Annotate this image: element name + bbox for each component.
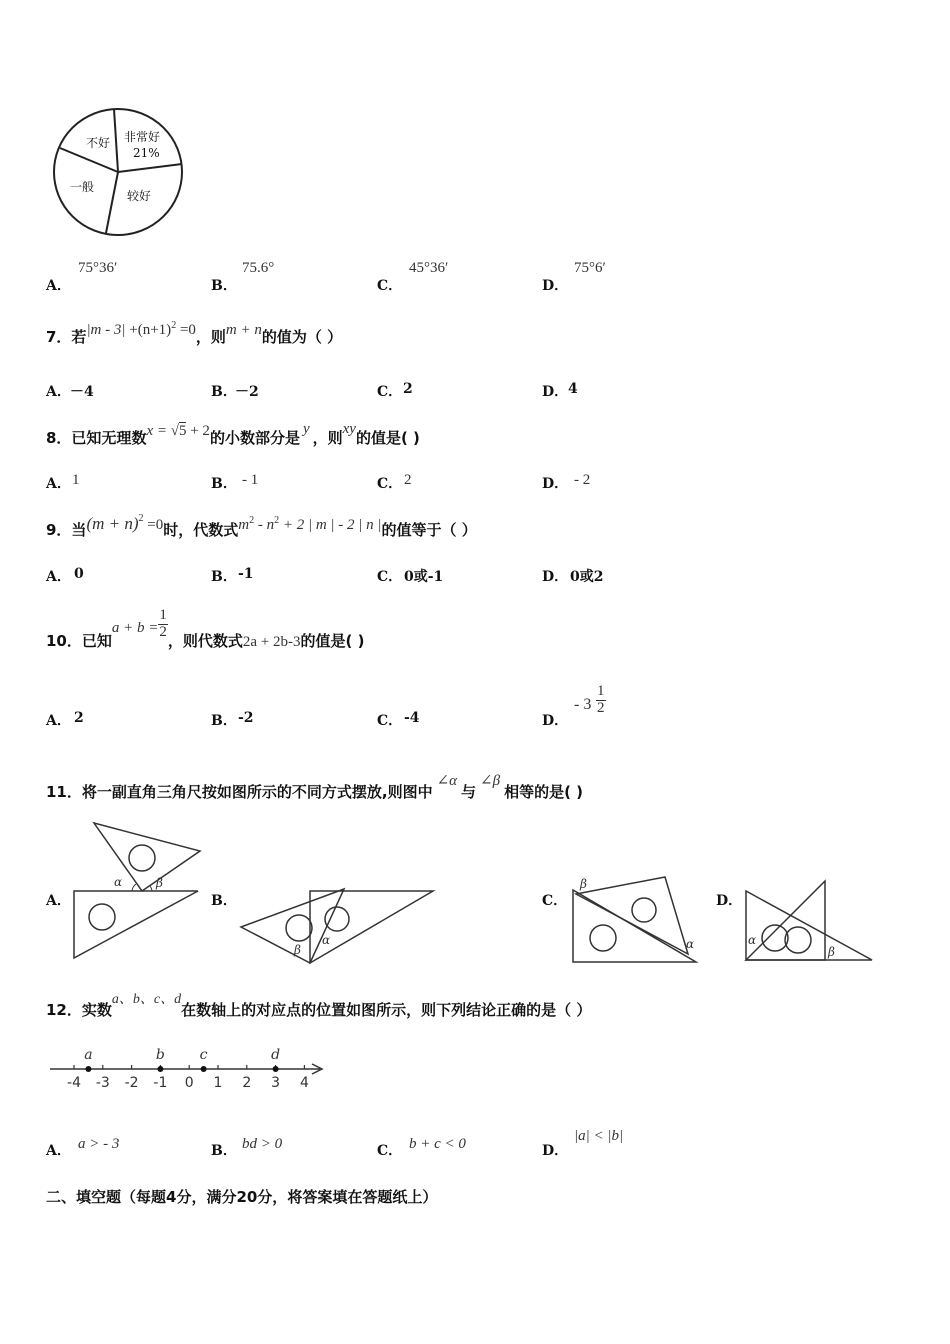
section-2-title: 二、填空题（每题4分，满分20分，将答案填在答题纸上）	[46, 1188, 438, 1206]
q6-option-a-value: 75°36′	[78, 260, 118, 276]
q7-option-c-value: 2	[403, 381, 413, 397]
number-line-tick-label: 0	[184, 1075, 194, 1091]
q12-option-a-value: a > - 3	[78, 1136, 120, 1152]
q12-option-b-letter: B．	[211, 1143, 237, 1159]
q12-option-d-letter: D．	[542, 1143, 569, 1159]
number-line-tick-label: 3	[271, 1075, 281, 1091]
pie-label-average: 一般	[70, 180, 95, 194]
number-line-point-a	[85, 1066, 91, 1072]
q10-mid: ，则代数式	[167, 631, 243, 650]
pie-label-good: 较好	[127, 189, 152, 203]
q7-prefix: 7．若	[46, 328, 87, 346]
q8-option-d-letter: D．	[542, 476, 569, 492]
q9-option-b-letter: B．	[211, 569, 237, 585]
q8-option-c-letter: C．	[377, 476, 403, 492]
q8-mid2: ，则	[312, 429, 343, 447]
q7-option-d-letter: D．	[542, 384, 569, 400]
q9-option-d-value: 0或2	[570, 569, 604, 585]
q7-suffix: 的值为（ ）	[261, 328, 343, 346]
q8-option-d-value: - 2	[574, 472, 591, 488]
number-line-point-d	[273, 1066, 279, 1072]
q7-expr-abs: |m - 3|	[86, 322, 126, 338]
q12-suffix: 在数轴上的对应点的位置如图所示，则下列结论正确的是（ ）	[181, 1001, 592, 1019]
q10-option-c-letter: C．	[377, 713, 403, 729]
q11-figure-d	[742, 878, 877, 968]
q9-expr-abs: + 2 | m | - 2 | n |	[279, 517, 382, 533]
q10-option-a-letter: A．	[46, 713, 71, 729]
q9-expr-eq: =0	[143, 517, 164, 533]
q11-a-alpha: α	[114, 875, 123, 889]
q9-prefix: 9．当	[46, 521, 87, 539]
q8-suffix: 的值是( )	[355, 429, 420, 447]
q6-option-a-letter: A．	[46, 278, 71, 294]
q10-option-c-value: -4	[404, 710, 420, 726]
q9-option-a-value: 0	[74, 566, 84, 582]
q8-option-b-letter: B．	[211, 476, 237, 492]
q11-c-alpha: α	[686, 937, 695, 951]
pie-chart	[52, 108, 187, 238]
q10-prefix: 10．已知	[46, 631, 112, 650]
number-line-point-label-a: a	[84, 1047, 93, 1063]
q7-expr-sum: m + n	[225, 322, 262, 338]
q11-figure-a	[70, 820, 210, 960]
number-line-tick-label: 1	[213, 1075, 223, 1091]
q7-expr-square: +(n+1)	[125, 322, 172, 338]
pie-label-very-good: 非常好	[124, 130, 161, 144]
question-7	[46, 320, 343, 347]
q11-d-alpha: α	[748, 933, 757, 947]
q9-expr-square: (m + n)	[86, 514, 139, 533]
q7-option-d-value: 4	[568, 381, 578, 397]
q7-expr-eq: =0	[176, 322, 196, 338]
q8-sqrt-sign: √	[170, 423, 179, 439]
q10-suffix: 的值是( )	[300, 631, 365, 650]
number-line-point-label-c: c	[199, 1047, 208, 1063]
q9-exp: 2	[138, 513, 144, 524]
question-10	[46, 598, 365, 650]
q12-option-c-letter: C．	[377, 1143, 403, 1159]
number-line-point-label-d: d	[271, 1047, 281, 1063]
question-8	[46, 421, 420, 448]
q6-option-c-value: 45°36′	[409, 260, 449, 276]
q11-d-beta: β	[828, 945, 835, 959]
q11-b-alpha: α	[322, 933, 331, 947]
pie-label-bad: 不好	[86, 136, 111, 150]
q11-c-beta: β	[580, 877, 587, 891]
q11-prefix: 11．将一副直角三角尺按如图所示的不同方式摆放,则图中	[46, 783, 433, 801]
q10-option-a-value: 2	[74, 710, 84, 726]
q10-d-num: 1	[597, 683, 605, 699]
q8-option-a-value: 1	[72, 472, 80, 488]
question-9	[46, 513, 477, 540]
q9-option-c-value: 0或-1	[404, 569, 444, 585]
q12-prefix: 12．实数	[46, 1001, 112, 1019]
q6-option-d-letter: D．	[542, 278, 569, 294]
q11-alpha: ∠α	[436, 773, 458, 789]
q11-figure-a-label: A．	[46, 893, 71, 909]
q8-option-c-value: 2	[404, 472, 412, 488]
q10-frac-den: 2	[159, 623, 167, 640]
q12-option-c-value: b + c < 0	[409, 1136, 466, 1152]
q10-fraction	[158, 608, 168, 641]
q9-option-c-letter: C．	[377, 569, 403, 585]
number-line-point-c	[201, 1066, 207, 1072]
q10-option-d-letter: D．	[542, 713, 569, 729]
q11-b-beta: β	[294, 943, 301, 957]
number-line-tick-label: -1	[153, 1075, 168, 1091]
q12-option-d-value: |a| < |b|	[574, 1128, 624, 1144]
q7-option-a-letter: A．	[46, 384, 71, 400]
q10-option-d-whole: - 3	[574, 696, 592, 713]
q7-option-c-letter: C．	[377, 384, 403, 400]
q9-option-a-letter: A．	[46, 569, 71, 585]
number-line-point-b	[157, 1066, 163, 1072]
q9-mid: 时，代数式	[163, 521, 239, 539]
q6-option-b-value: 75.6°	[242, 260, 275, 276]
q8-expr-y: y	[302, 421, 310, 437]
q8-expr-xy: xy	[342, 421, 356, 437]
number-line-tick-label: 2	[242, 1075, 252, 1091]
q12-option-a-letter: A．	[46, 1143, 71, 1159]
q6-option-d-value: 75°6′	[574, 260, 606, 276]
q8-option-a-letter: A．	[46, 476, 71, 492]
number-line-tick-label: -3	[95, 1075, 110, 1091]
q10-option-d-fraction	[596, 684, 606, 717]
q8-option-b-value: - 1	[242, 472, 259, 488]
q10-option-b-letter: B．	[211, 713, 237, 729]
number-line-tick-label: 4	[299, 1075, 309, 1091]
q9-expr-n: - n	[254, 517, 275, 533]
q8-sqrt-radicand: 5	[178, 423, 187, 439]
q8-prefix: 8．已知无理数	[46, 429, 147, 447]
q11-suffix: 相等的是( )	[504, 783, 584, 801]
number-line-tick-label: -2	[124, 1075, 139, 1091]
q7-option-a-value: －4	[70, 384, 94, 400]
question-11	[46, 773, 584, 802]
q10-frac-num: 1	[159, 607, 167, 623]
q10-option-b-value: -2	[238, 710, 254, 726]
q11-figure-c	[570, 874, 705, 966]
q11-mid: 与	[461, 783, 477, 801]
q10-expr-sum: a + b =	[111, 619, 159, 636]
q9-option-b-value: -1	[238, 566, 254, 582]
q11-figure-b-label: B．	[211, 893, 237, 909]
q7-option-b-value: －2	[235, 384, 259, 400]
q11-figure-b	[238, 886, 438, 966]
q10-expr: 2a + 2b-3	[242, 633, 301, 650]
q11-figure-c-label: C．	[542, 893, 568, 909]
q6-option-b-letter: B．	[211, 278, 237, 294]
q11-figure-d-label: D．	[716, 893, 743, 909]
q9-exp-n: 2	[274, 515, 280, 526]
q8-expr-x: x =	[146, 423, 171, 439]
q6-option-c-letter: C．	[377, 278, 403, 294]
q12-option-b-value: bd > 0	[242, 1136, 283, 1152]
q7-option-b-letter: B．	[211, 384, 237, 400]
q8-mid: 的小数部分是	[209, 429, 300, 447]
q8-expr-plus: + 2	[186, 423, 210, 439]
question-12	[46, 992, 592, 1020]
q7-mid: ，则	[195, 328, 226, 346]
number-line-tick-label: -4	[67, 1075, 81, 1091]
number-line-point-label-b: b	[155, 1047, 165, 1063]
q11-beta: ∠β	[480, 773, 501, 789]
q9-suffix: 的值等于（ ）	[381, 521, 477, 539]
q7-exp: 2	[171, 320, 177, 331]
q9-option-d-letter: D．	[542, 569, 569, 585]
pie-label-percent: 21%	[133, 146, 160, 160]
q11-a-beta: β	[156, 876, 163, 890]
number-line	[50, 1044, 330, 1094]
q9-expr-m: m	[238, 517, 250, 533]
q10-d-den: 2	[597, 699, 605, 716]
q12-vars: a、b、c、d	[111, 992, 182, 1007]
q9-exp-m: 2	[249, 515, 255, 526]
